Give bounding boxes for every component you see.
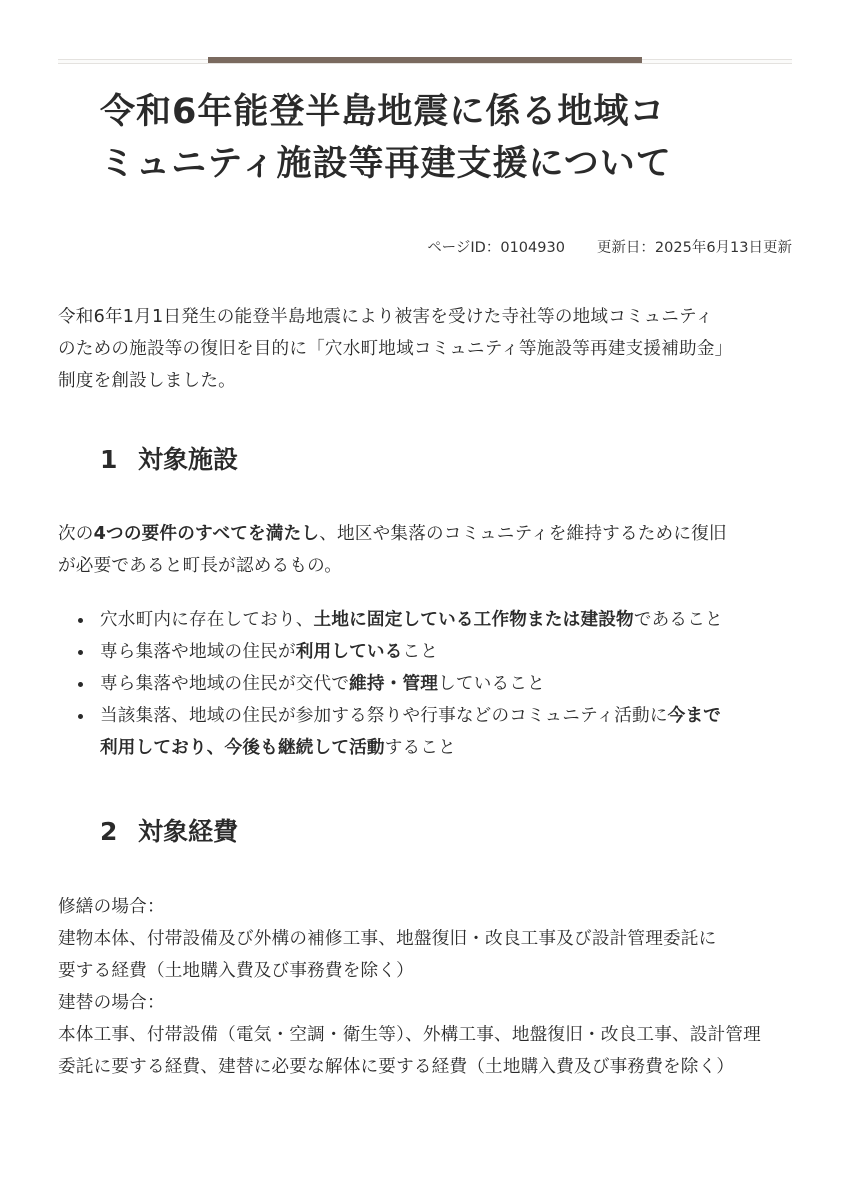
list-item xyxy=(100,604,792,636)
bullet-icon xyxy=(78,714,83,719)
updated-date: 更新日：2025年6月13日更新 xyxy=(596,240,792,256)
lead-text: 次の xyxy=(58,524,94,544)
expenses-paragraph xyxy=(58,891,792,1083)
section-heading-target-facilities xyxy=(100,442,238,478)
section-heading-target-expenses xyxy=(100,814,238,850)
list-item xyxy=(100,668,792,700)
bullet-icon xyxy=(78,650,83,655)
title-accent-bar xyxy=(208,57,642,63)
intro-line: 制度を創設しました。 xyxy=(58,371,236,391)
lead-line: が必要であると町長が認めるもの。 xyxy=(58,556,342,576)
list-item xyxy=(100,636,792,668)
rebuild-text: 委託に要する経費、建替に必要な解体に要する経費（土地購入費及び事務費を除く） xyxy=(58,1057,735,1077)
item-text: であること xyxy=(633,610,723,630)
item-text: 当該集落、地域の住民が参加する祭りや行事などのコミュニティ活動に xyxy=(100,706,668,726)
section-number: 1 xyxy=(100,445,118,474)
section-number: 2 xyxy=(100,817,118,846)
item-emphasis: 維持・管理 xyxy=(349,674,439,694)
intro-line: のための施設等の復旧を目的に「穴水町地域コミュニティ等施設等再建支援補助金」 xyxy=(58,339,733,359)
item-emphasis: 利用している xyxy=(295,642,403,662)
bullet-icon xyxy=(78,618,83,623)
item-text: こと xyxy=(402,642,439,662)
bullet-icon xyxy=(78,682,83,687)
item-text: していること xyxy=(438,674,545,694)
intro-paragraph xyxy=(58,301,792,397)
page-title-line: ミュニティ施設等再建支援について xyxy=(100,144,672,184)
repair-text: 要する経費（土地購入費及び事務費を除く） xyxy=(58,961,414,981)
repair-label: 修繕の場合： xyxy=(58,897,165,917)
list-item xyxy=(100,700,792,764)
page-id: ページID：0104930 xyxy=(427,240,565,256)
page-title-line: 令和6年能登半島地震に係る地域コ xyxy=(100,92,666,132)
rebuild-label: 建替の場合： xyxy=(58,993,165,1013)
item-emphasis: 利用しており、今後も継続して活動 xyxy=(100,738,385,758)
rebuild-text: 本体工事、付帯設備（電気・空調・衛生等）、外構工事、地盤復旧・改良工事、設計管理 xyxy=(58,1025,761,1045)
repair-text: 建物本体、付帯設備及び外構の補修工事、地盤復旧・改良工事及び設計管理委託に xyxy=(58,929,717,949)
intro-line: 令和6年1月1日発生の能登半島地震により被害を受けた寺社等の地域コミュニティ xyxy=(58,307,714,327)
lead-emphasis: 4つの要件のすべてを満たし xyxy=(93,524,320,544)
requirements-list xyxy=(100,604,792,764)
facilities-lead-paragraph xyxy=(58,518,792,582)
section-title: 対象施設 xyxy=(138,445,239,474)
page-title xyxy=(100,86,740,190)
item-emphasis: 土地に固定している工作物または建設物 xyxy=(313,610,634,630)
lead-text: 、地区や集落のコミュニティを維持するために復旧 xyxy=(319,524,727,544)
item-emphasis: 今まで xyxy=(667,706,722,726)
lead-line xyxy=(58,518,792,550)
page-meta xyxy=(427,238,792,258)
item-text: 専ら集落や地域の住民が交代で xyxy=(100,674,350,694)
section-title: 対象経費 xyxy=(138,817,239,846)
item-text: 専ら集落や地域の住民が xyxy=(100,642,296,662)
item-text: すること xyxy=(384,738,456,758)
item-text: 穴水町内に存在しており、 xyxy=(100,610,314,630)
